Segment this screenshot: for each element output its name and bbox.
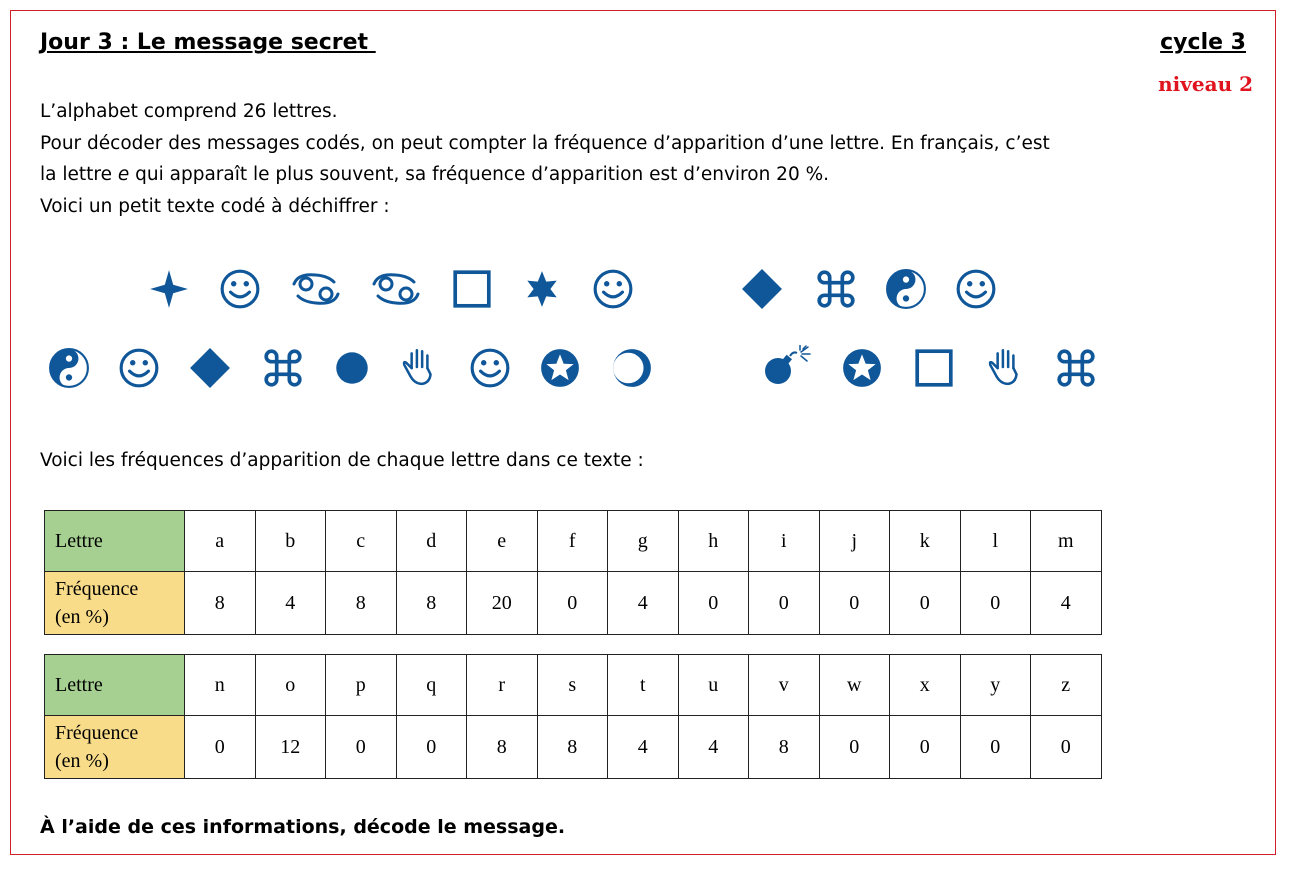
frequency-cell: 8 [537, 716, 608, 779]
frequency-cell: 4 [608, 572, 679, 635]
crescent-circle-icon [611, 347, 653, 389]
frequency-table-a-m [44, 510, 1102, 635]
instruction-text: À l’aide de ces informations, décode le message. [40, 816, 566, 838]
six-point-star-icon [521, 268, 563, 310]
letter-cell: r [467, 655, 538, 716]
letter-cell: m [1031, 511, 1102, 572]
hand-icon [984, 345, 1026, 387]
letter-cell: f [537, 511, 608, 572]
letter-cell: h [678, 511, 749, 572]
frequency-table-n-z [44, 654, 1102, 779]
smiley-icon [219, 268, 261, 310]
frequency-cell: 0 [960, 572, 1031, 635]
letter-cell: c [326, 511, 397, 572]
frequency-cell: 8 [749, 716, 820, 779]
letter-cell: a [185, 511, 256, 572]
smiley-icon [118, 347, 160, 389]
hand-icon [398, 345, 440, 387]
star-circle-icon [841, 347, 883, 389]
command-icon [262, 347, 304, 389]
four-point-star-icon [148, 268, 190, 310]
frequency-cell: 0 [960, 716, 1031, 779]
letter-row [45, 655, 1102, 716]
frequency-intro: Voici les fréquences d’apparition de chaque lettre dans ce texte : [40, 450, 644, 471]
bomb-icon [762, 345, 814, 387]
intro-line-3-end: qui apparaît le plus souvent, sa fréquence d’apparition est d’environ 20 %. [129, 164, 830, 185]
frequency-cell: 8 [326, 572, 397, 635]
frequency-cell: 0 [185, 716, 256, 779]
letter-cell: z [1031, 655, 1102, 716]
letter-cell: o [255, 655, 326, 716]
frequency-label: Fréquence [55, 578, 139, 600]
frequency-cell: 4 [255, 572, 326, 635]
letter-cell: n [185, 655, 256, 716]
frequency-unit-label: (en %) [55, 606, 109, 628]
letter-cell: t [608, 655, 679, 716]
frequency-cell: 0 [326, 716, 397, 779]
frequency-cell: 4 [678, 716, 749, 779]
square-icon [913, 347, 955, 389]
frequency-cell: 0 [890, 716, 961, 779]
command-icon [1055, 347, 1097, 389]
frequency-cell: 8 [396, 572, 467, 635]
circle-icon [331, 347, 373, 389]
frequency-cell: 0 [396, 716, 467, 779]
level-label: niveau 2 [1158, 72, 1253, 96]
intro-line-2: Pour décoder des messages codés, on peut compter la fréquence d’apparition d’une lettre. En français, c’est [40, 132, 1050, 154]
cycle-label: cycle 3 [1160, 30, 1246, 55]
square-icon [451, 268, 493, 310]
letter-cell: g [608, 511, 679, 572]
letter-cell: q [396, 655, 467, 716]
frequency-cell: 0 [1031, 716, 1102, 779]
letter-cell: b [255, 511, 326, 572]
letter-cell: l [960, 511, 1031, 572]
intro-line-1: L’alphabet comprend 26 lettres. [40, 101, 338, 122]
letter-cell: p [326, 655, 397, 716]
smiley-icon [469, 347, 511, 389]
frequency-cell: 0 [890, 572, 961, 635]
frequency-row [45, 716, 1102, 779]
diamond-icon [741, 268, 783, 310]
letter-cell: j [819, 511, 890, 572]
letter-row-header: Lettre [45, 655, 185, 716]
smiley-icon [955, 268, 997, 310]
page-title: Jour 3 : Le message secret [40, 30, 376, 55]
letter-cell: i [749, 511, 820, 572]
frequency-cell: 12 [255, 716, 326, 779]
frequency-row-header [45, 716, 185, 779]
frequency-cell: 8 [467, 716, 538, 779]
letter-cell: w [819, 655, 890, 716]
frequency-row [45, 572, 1102, 635]
star-circle-icon [539, 347, 581, 389]
letter-cell: d [396, 511, 467, 572]
frequency-cell: 4 [1031, 572, 1102, 635]
letter-cell: s [537, 655, 608, 716]
frequency-cell: 8 [185, 572, 256, 635]
smiley-icon [592, 268, 634, 310]
letter-cell: x [890, 655, 961, 716]
yin-yang-icon [885, 268, 927, 310]
intro-paragraph [40, 96, 1255, 222]
frequency-cell: 4 [608, 716, 679, 779]
letter-cell: y [960, 655, 1031, 716]
intro-line-3-start: la lettre [40, 164, 118, 185]
frequency-cell: 0 [749, 572, 820, 635]
letter-row [45, 511, 1102, 572]
letter-cell: u [678, 655, 749, 716]
letter-cell: e [467, 511, 538, 572]
command-icon [815, 268, 857, 310]
letter-row-header: Lettre [45, 511, 185, 572]
intro-line-3 [40, 159, 1255, 191]
frequency-row-header [45, 572, 185, 635]
frequency-cell: 0 [537, 572, 608, 635]
frequency-label: Fréquence [55, 722, 139, 744]
yin-yang-icon [48, 347, 90, 389]
letter-e: e [117, 164, 130, 185]
frequency-cell: 0 [819, 716, 890, 779]
cancer-icon [370, 268, 422, 310]
frequency-cell: 0 [678, 572, 749, 635]
frequency-cell: 20 [467, 572, 538, 635]
cancer-icon [290, 268, 342, 310]
diamond-icon [189, 347, 231, 389]
letter-cell: k [890, 511, 961, 572]
frequency-unit-label: (en %) [55, 750, 109, 772]
intro-line-4: Voici un petit texte codé à déchiffrer : [40, 195, 390, 217]
letter-cell: v [749, 655, 820, 716]
frequency-cell: 0 [819, 572, 890, 635]
